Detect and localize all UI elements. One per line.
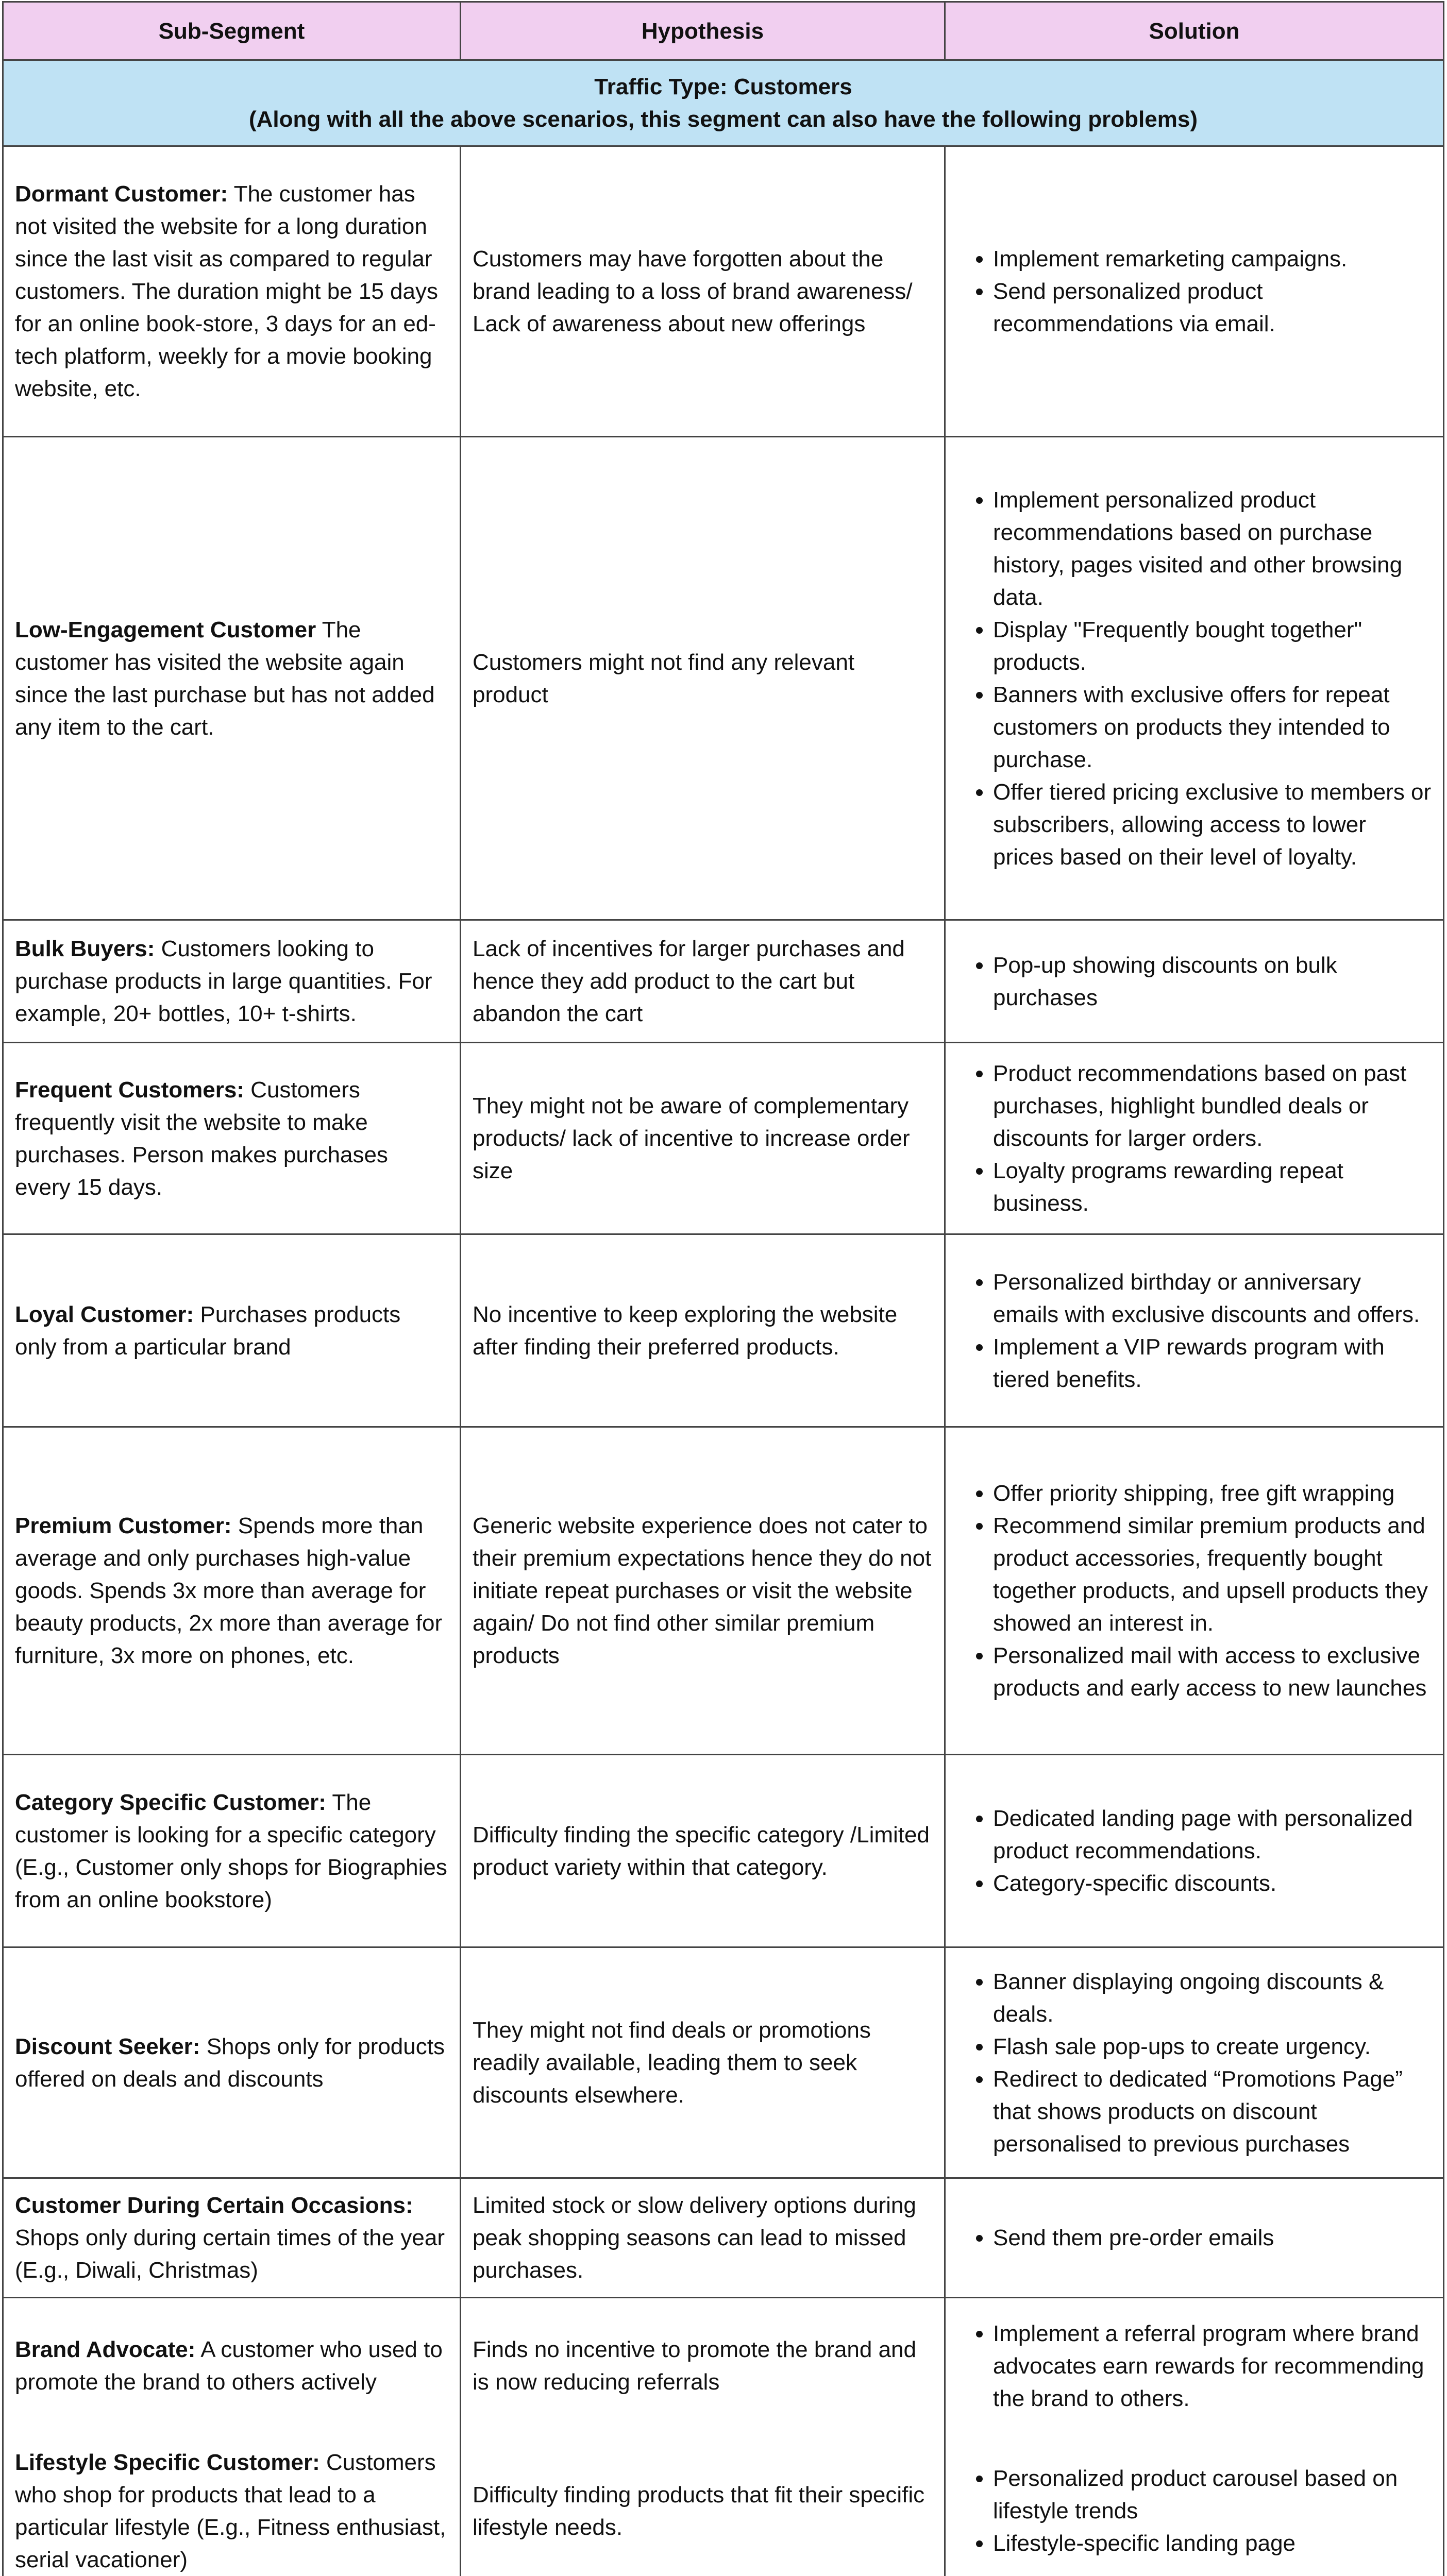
- table-row: [3, 2298, 1444, 2434]
- solution-item: • Pop-up showing discounts on bulk purchases: [993, 949, 1432, 1014]
- banner-subtitle: (Along with all the above scenarios, this segment can also have the following problems): [248, 107, 1198, 132]
- solution-cell: [945, 2434, 1444, 2576]
- header-subsegment: Sub-Segment: [3, 2, 461, 60]
- solution-list: [957, 1802, 1432, 1900]
- solution-item: • Personalized birthday or anniversary emails with exclusive discounts and offers.: [993, 1266, 1432, 1331]
- solution-item: • Loyalty programs rewarding repeat business.: [993, 1155, 1432, 1219]
- solution-list: [957, 1057, 1432, 1219]
- subsegment-title: Premium Customer:: [15, 1513, 232, 1538]
- subsegment-title: Bulk Buyers:: [15, 936, 155, 961]
- table-row: [3, 146, 1444, 437]
- solution-cell: [945, 2178, 1444, 2298]
- subsegment-description: The customer is looking for a specific category (E.g., Customer only shops for Biographies from an online bookstore): [15, 1789, 447, 1912]
- hypothesis-cell: Finds no incentive to promote the brand and is now reducing referrals: [461, 2298, 945, 2434]
- solution-item: • Redirect to dedicated “Promotions Page” that shows products on discount personalised to previous purchases: [993, 2063, 1432, 2160]
- solution-item: • Implement remarketing campaigns.: [993, 243, 1432, 275]
- table-row: [3, 2434, 1444, 2576]
- hypothesis-cell: Limited stock or slow delivery options during peak shopping seasons can lead to missed purchases.: [461, 2178, 945, 2298]
- solution-item: • Personalized product carousel based on lifestyle trends: [993, 2462, 1432, 2527]
- solution-cell: [945, 1947, 1444, 2178]
- header-solution: Solution: [945, 2, 1444, 60]
- solution-list: [957, 2222, 1432, 2254]
- solution-list: [957, 1965, 1432, 2160]
- solution-cell: [945, 437, 1444, 920]
- subsegment-title: Dormant Customer:: [15, 181, 228, 207]
- solution-item: • Banner displaying ongoing discounts & deals.: [993, 1965, 1432, 2030]
- subsegment-title: Customer During Certain Occasions:: [15, 2193, 413, 2218]
- subsegment-description: Customers frequently visit the website to make purchases. Person makes purchases every 15 days.: [15, 1077, 388, 1200]
- hypothesis-cell: Customers might not find any relevant product: [461, 437, 945, 920]
- hypothesis-cell: Difficulty finding products that fit their specific lifestyle needs.: [461, 2434, 945, 2576]
- subsegment-description: The customer has visited the website again since the last purchase but has not added any item to the cart.: [15, 617, 435, 740]
- subsegment-title: Discount Seeker:: [15, 2033, 200, 2059]
- solution-item: • Send personalized product recommendations via email.: [993, 275, 1432, 340]
- subsegment-cell: [3, 1947, 461, 2178]
- solution-list: [957, 2462, 1432, 2560]
- solution-item: • Implement personalized product recommendations based on purchase history, pages visited and other browsing data.: [993, 484, 1432, 614]
- solution-cell: [945, 1755, 1444, 1947]
- solution-item: • Send them pre-order emails: [993, 2222, 1432, 2254]
- hypothesis-cell: Lack of incentives for larger purchases and hence they add product to the cart but abandon the cart: [461, 920, 945, 1043]
- subsegment-title: Category Specific Customer:: [15, 1789, 326, 1815]
- subsegment-cell: [3, 920, 461, 1043]
- solution-item: • Implement a VIP rewards program with tiered benefits.: [993, 1331, 1432, 1396]
- subsegment-description: Shops only during certain times of the year (E.g., Diwali, Christmas): [15, 2225, 445, 2283]
- subsegment-cell: [3, 1755, 461, 1947]
- table-row: [3, 2178, 1444, 2298]
- header-hypothesis: Hypothesis: [461, 2, 945, 60]
- subsegment-cell: [3, 1234, 461, 1427]
- solution-item: • Implement a referral program where brand advocates earn rewards for recommending the brand to others.: [993, 2317, 1432, 2415]
- subsegment-description: Shops only for products offered on deals and discounts: [15, 2033, 445, 2092]
- table-row: [3, 920, 1444, 1043]
- subsegment-description: Customers looking to purchase products in large quantities. For example, 20+ bottles, 10+ t-shirts.: [15, 936, 432, 1026]
- subsegment-cell: [3, 2434, 461, 2576]
- subsegment-title: Low-Engagement Customer: [15, 617, 316, 642]
- solution-list: [957, 484, 1432, 873]
- solution-list: [957, 949, 1432, 1014]
- solution-cell: [945, 1234, 1444, 1427]
- solution-cell: [945, 1427, 1444, 1755]
- hypothesis-cell: Generic website experience does not cater to their premium expectations hence they do not initiate repeat purchases or visit the website again/ Do not find other similar premium products: [461, 1427, 945, 1755]
- table-row: [3, 1755, 1444, 1947]
- subsegment-cell: [3, 146, 461, 437]
- subsegment-cell: [3, 1043, 461, 1234]
- solution-item: • Lifestyle-specific landing page: [993, 2527, 1432, 2560]
- solution-item: • Offer tiered pricing exclusive to members or subscribers, allowing access to lower prices based on their level of loyalty.: [993, 776, 1432, 873]
- traffic-type-banner: [3, 60, 1444, 146]
- subsegment-title: Brand Advocate:: [15, 2337, 196, 2363]
- solution-list: [957, 243, 1432, 340]
- subsegment-cell: [3, 2178, 461, 2298]
- subsegment-cell: [3, 1427, 461, 1755]
- solution-list: [957, 2317, 1432, 2415]
- table-row: [3, 1234, 1444, 1427]
- solution-item: • Category-specific discounts.: [993, 1867, 1432, 1900]
- table-row: [3, 437, 1444, 920]
- solution-item: • Personalized mail with access to exclusive products and early access to new launches: [993, 1639, 1432, 1704]
- solution-list: [957, 1266, 1432, 1396]
- solution-item: • Display "Frequently bought together" products.: [993, 614, 1432, 679]
- solution-cell: [945, 2298, 1444, 2434]
- hypothesis-cell: No incentive to keep exploring the website after finding their preferred products.: [461, 1234, 945, 1427]
- subsegment-description: Purchases products only from a particular brand: [15, 1301, 401, 1360]
- solution-item: • Product recommendations based on past purchases, highlight bundled deals or discounts for larger orders.: [993, 1057, 1432, 1155]
- solution-list: [957, 1477, 1432, 1704]
- solution-cell: [945, 146, 1444, 437]
- hypothesis-cell: They might not find deals or promotions readily available, leading them to seek discounts elsewhere.: [461, 1947, 945, 2178]
- banner-title: Traffic Type: Customers: [594, 74, 852, 99]
- subsegment-cell: [3, 2298, 461, 2434]
- subsegment-description: A customer who used to promote the brand to others actively: [15, 2337, 443, 2395]
- hypothesis-cell: Customers may have forgotten about the brand leading to a loss of brand awareness/ Lack of awareness about new offerings: [461, 146, 945, 437]
- subsegment-description: Customers who shop for products that lead to a particular lifestyle (E.g., Fitness enthusiast, serial vacationer): [15, 2449, 446, 2572]
- table-row: [3, 1043, 1444, 1234]
- subsegment-title: Loyal Customer:: [15, 1301, 194, 1327]
- subsegment-title: Lifestyle Specific Customer:: [15, 2449, 320, 2475]
- subsegment-description: The customer has not visited the website for a long duration since the last visit as compared to regular customers. The duration might be 15 days for an online book-store, 3 days for an ed-tech platform, weekly for a movie booking website, etc.: [15, 181, 438, 401]
- hypothesis-cell: Difficulty finding the specific category /Limited product variety within that category.: [461, 1755, 945, 1947]
- header-row: [3, 2, 1444, 60]
- segment-table: [2, 1, 1444, 2576]
- solution-item: • Recommend similar premium products and product accessories, frequently bought together products, and upsell products they showed an interest in.: [993, 1510, 1432, 1639]
- table-row: [3, 1947, 1444, 2178]
- solution-item: • Dedicated landing page with personalized product recommendations.: [993, 1802, 1432, 1867]
- banner-row: [3, 60, 1444, 146]
- subsegment-description: Spends more than average and only purchases high-value goods. Spends 3x more than average for beauty products, 2x more than average for furniture, 3x more on phones, etc.: [15, 1513, 443, 1668]
- solution-cell: [945, 1043, 1444, 1234]
- solution-item: • Banners with exclusive offers for repeat customers on products they intended to purchase.: [993, 679, 1432, 776]
- solution-item: • Flash sale pop-ups to create urgency.: [993, 2030, 1432, 2063]
- solution-cell: [945, 920, 1444, 1043]
- subsegment-title: Frequent Customers:: [15, 1077, 244, 1103]
- subsegment-cell: [3, 437, 461, 920]
- solution-item: • Offer priority shipping, free gift wrapping: [993, 1477, 1432, 1510]
- table-row: [3, 1427, 1444, 1755]
- hypothesis-cell: They might not be aware of complementary products/ lack of incentive to increase order size: [461, 1043, 945, 1234]
